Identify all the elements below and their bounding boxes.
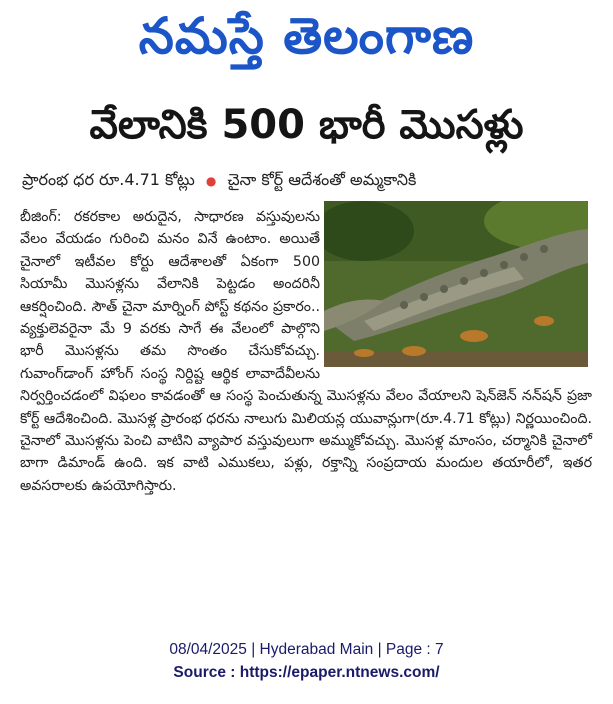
subheadline — [22, 168, 602, 193]
crocodile-photo — [324, 201, 588, 367]
masthead: నమస్తే తెలంగాణ — [138, 7, 475, 65]
bullet-icon: ● — [205, 173, 217, 188]
footer-date-line: 08/04/2025 | Hyderabad Main | Page : 7 — [169, 641, 444, 658]
footer-source-line[interactable]: Source : https://epaper.ntnews.com/ — [173, 664, 440, 681]
newspaper-clipping — [2, 0, 611, 610]
article-text: రకరకాల అరుదైన, సాధారణ వస్తువులను వేలం వేయడం గురించి మనం వినే ఉంటాం. అయితే చైనాలో ఇటీవల కోర్టు ఆదేశాలతో ఏకంగా 500 సియామీ మొసళ్లను వేలానికి పెట్టడం అందరినీ ఆకర్షించింది. సౌత్ చైనా మార్నింగ్ పోస్ట్ కథనం ప్రకారం.. వ్యక్తులెవరైనా మే 9 వరకు సాగే ఈ వేలంలో పాల్గొని భారీ మొసళ్లను తమ సొంతం చేసుకోవచ్చు. గువాంగ్‌డాంగ్ హోంగ్ సంస్థ నిర్దిష్ట ఆర్థిక లావాదేవీలను నిర్వర్తించడంలో విఫలం కావడంతో ఆ సంస్థ పెంచుతున్న మొసళ్లను వేలం వేయాలని షెన్‌జెన్ నన్‌షన్ ప్రజా కోర్ట్ ఆదేశించింది. మొసళ్ల ప్రారంభ ధరను నాలుగు మిలియన్ల యువాన్లుగా(రూ.4.71 కోట్లు) నిర్ణయించింది. చైనాలో మొసళ్లను పెంచి వాటిని వ్యాపార వస్తువులుగా అమ్ముకోవచ్చు. మొసళ్ల మాంసం, చర్మానికి చైనాలో బాగా డిమాండ్ ఉంది. ఇక వాటి ఎముకలు, పళ్లు, రక్తాన్ని సంప్రదాయ మందుల తయారీలో, ఇతర అవసరాలకు ఉపయోగిస్తారు. — [20, 209, 592, 494]
dateline: బీజింగ్: — [20, 209, 62, 225]
headline: వేలానికి 500 భారీ మొసళ్లు — [89, 102, 524, 148]
subheadline-right: చైనా కోర్ట్ ఆదేశంతో అమ్మకానికి — [227, 170, 417, 189]
subheadline-left: ప్రారంభ ధర రూ.4.71 కోట్లు — [22, 170, 195, 189]
